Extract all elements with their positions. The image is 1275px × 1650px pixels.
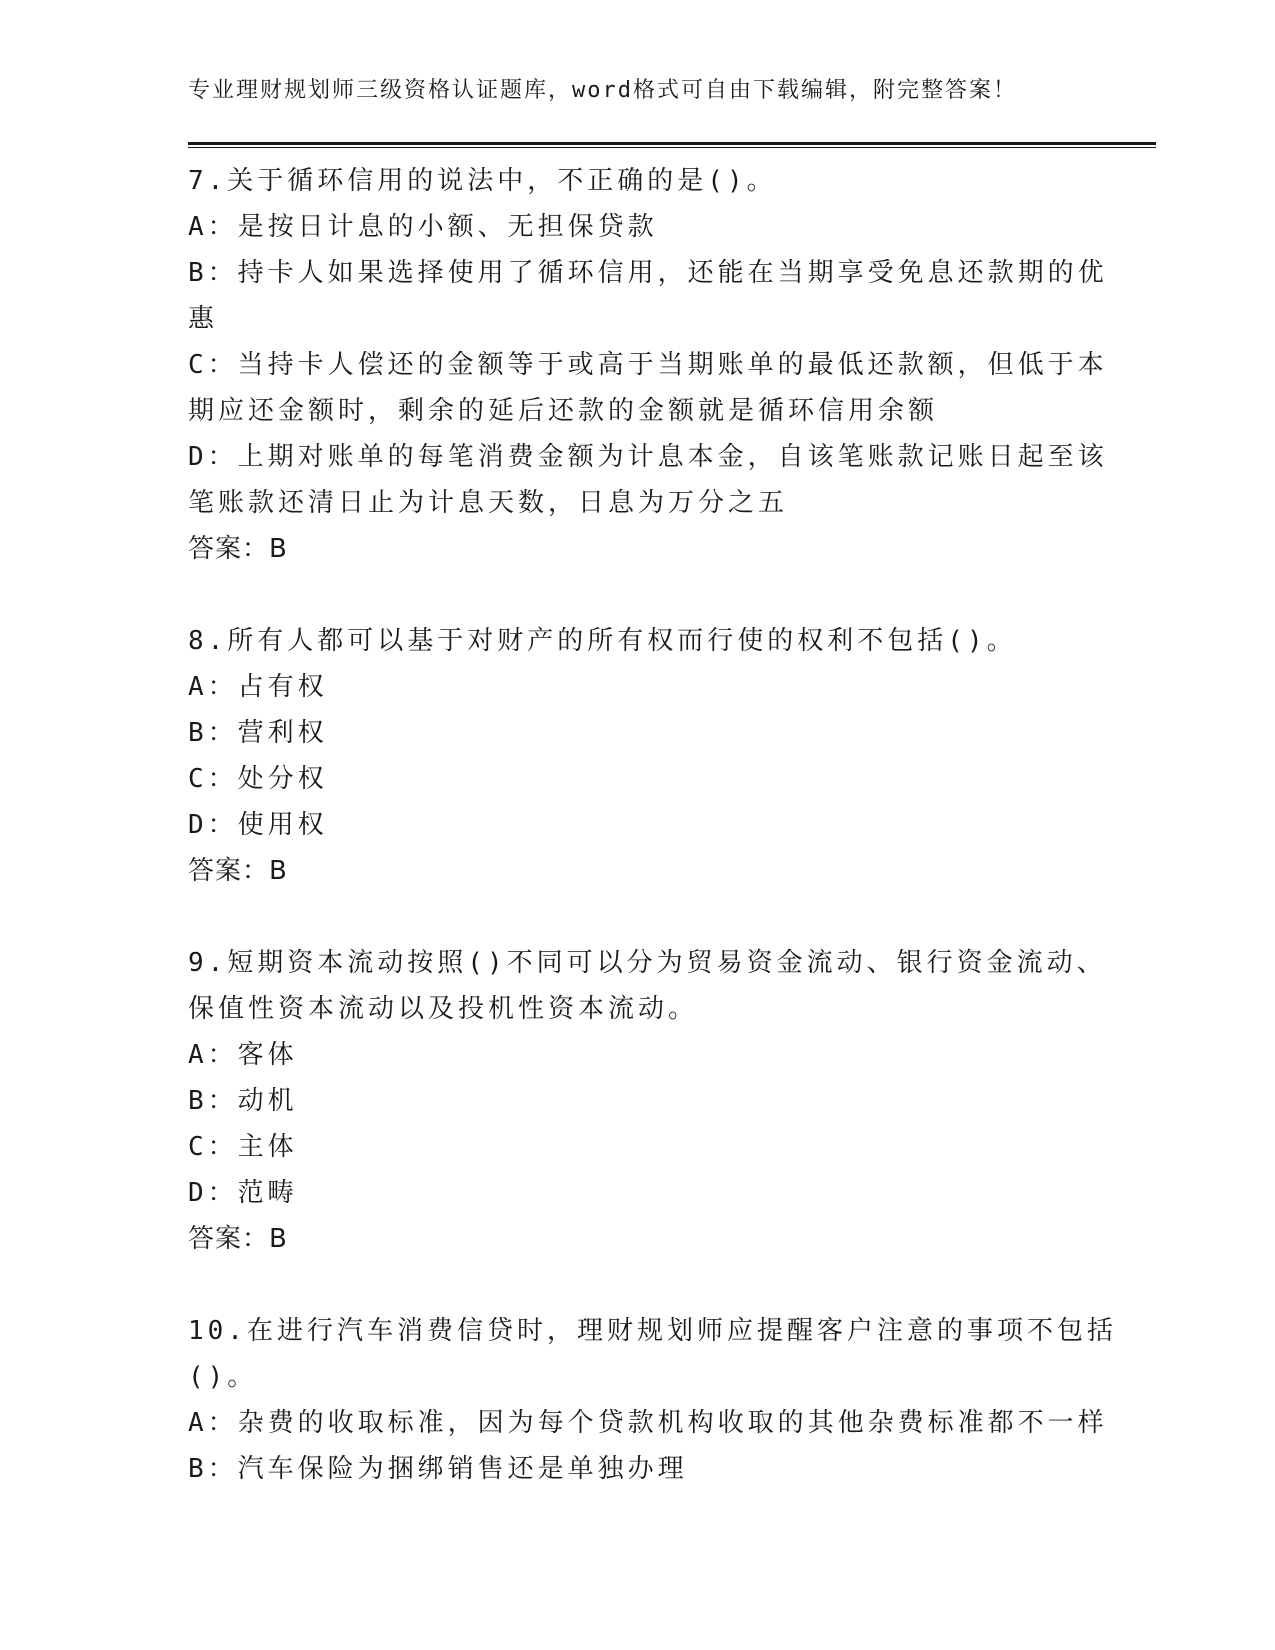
question-list (188, 158, 1117, 1538)
option-b: B：持卡人如果选择使用了循环信用，还能在当期享受免息还款期的优 (188, 258, 1108, 288)
option-a: A：客体 (188, 1040, 298, 1070)
option-c-continued: 期应还金额时，剩余的延后还款的金额就是循环信用余额 (188, 396, 939, 426)
option-b: B：汽车保险为捆绑销售还是单独办理 (188, 1454, 688, 1484)
question-9 (188, 940, 1107, 1262)
question-stem: 9.短期资本流动按照()不同可以分为贸易资金流动、银行资金流动、 (188, 948, 1107, 978)
answer-label: 答案：B (188, 1224, 288, 1254)
option-a: A：杂费的收取标准，因为每个贷款机构收取的其他杂费标准都不一样 (188, 1408, 1108, 1438)
option-c: C：处分权 (188, 764, 328, 794)
option-a: A：是按日计息的小额、无担保贷款 (188, 212, 658, 242)
option-b-continued: 惠 (188, 304, 219, 334)
option-a: A：占有权 (188, 672, 328, 702)
header-divider (188, 142, 1156, 148)
question-stem: 7.关于循环信用的说法中，不正确的是()。 (188, 166, 777, 196)
option-d: D：使用权 (188, 810, 328, 840)
option-d: D：范畴 (188, 1178, 298, 1208)
option-c: C：当持卡人偿还的金额等于或高于当期账单的最低还款额，但低于本 (188, 350, 1108, 380)
answer-label: 答案：B (188, 534, 288, 564)
question-stem-continued: ()。 (188, 1362, 258, 1392)
option-b: B：营利权 (188, 718, 328, 748)
question-stem-continued: 保值性资本流动以及投机性资本流动。 (188, 994, 699, 1024)
option-c: C：主体 (188, 1132, 298, 1162)
question-stem: 10.在进行汽车消费信贷时，理财规划师应提醒客户注意的事项不包括 (188, 1316, 1117, 1346)
option-d: D：上期对账单的每笔消费金额为计息本金，自该笔账款记账日起至该 (188, 442, 1108, 472)
page-header: 专业理财规划师三级资格认证题库，word格式可自由下载编辑，附完整答案！ (188, 78, 1017, 103)
question-stem: 8.所有人都可以基于对财产的所有权而行使的权利不包括()。 (188, 626, 1017, 656)
option-b: B：动机 (188, 1086, 298, 1116)
option-d-continued: 笔账款还清日止为计息天数，日息为万分之五 (188, 488, 789, 518)
answer-label: 答案：B (188, 856, 288, 886)
question-8 (188, 618, 1068, 894)
question-10 (188, 1308, 1117, 1492)
question-7 (188, 158, 1108, 572)
